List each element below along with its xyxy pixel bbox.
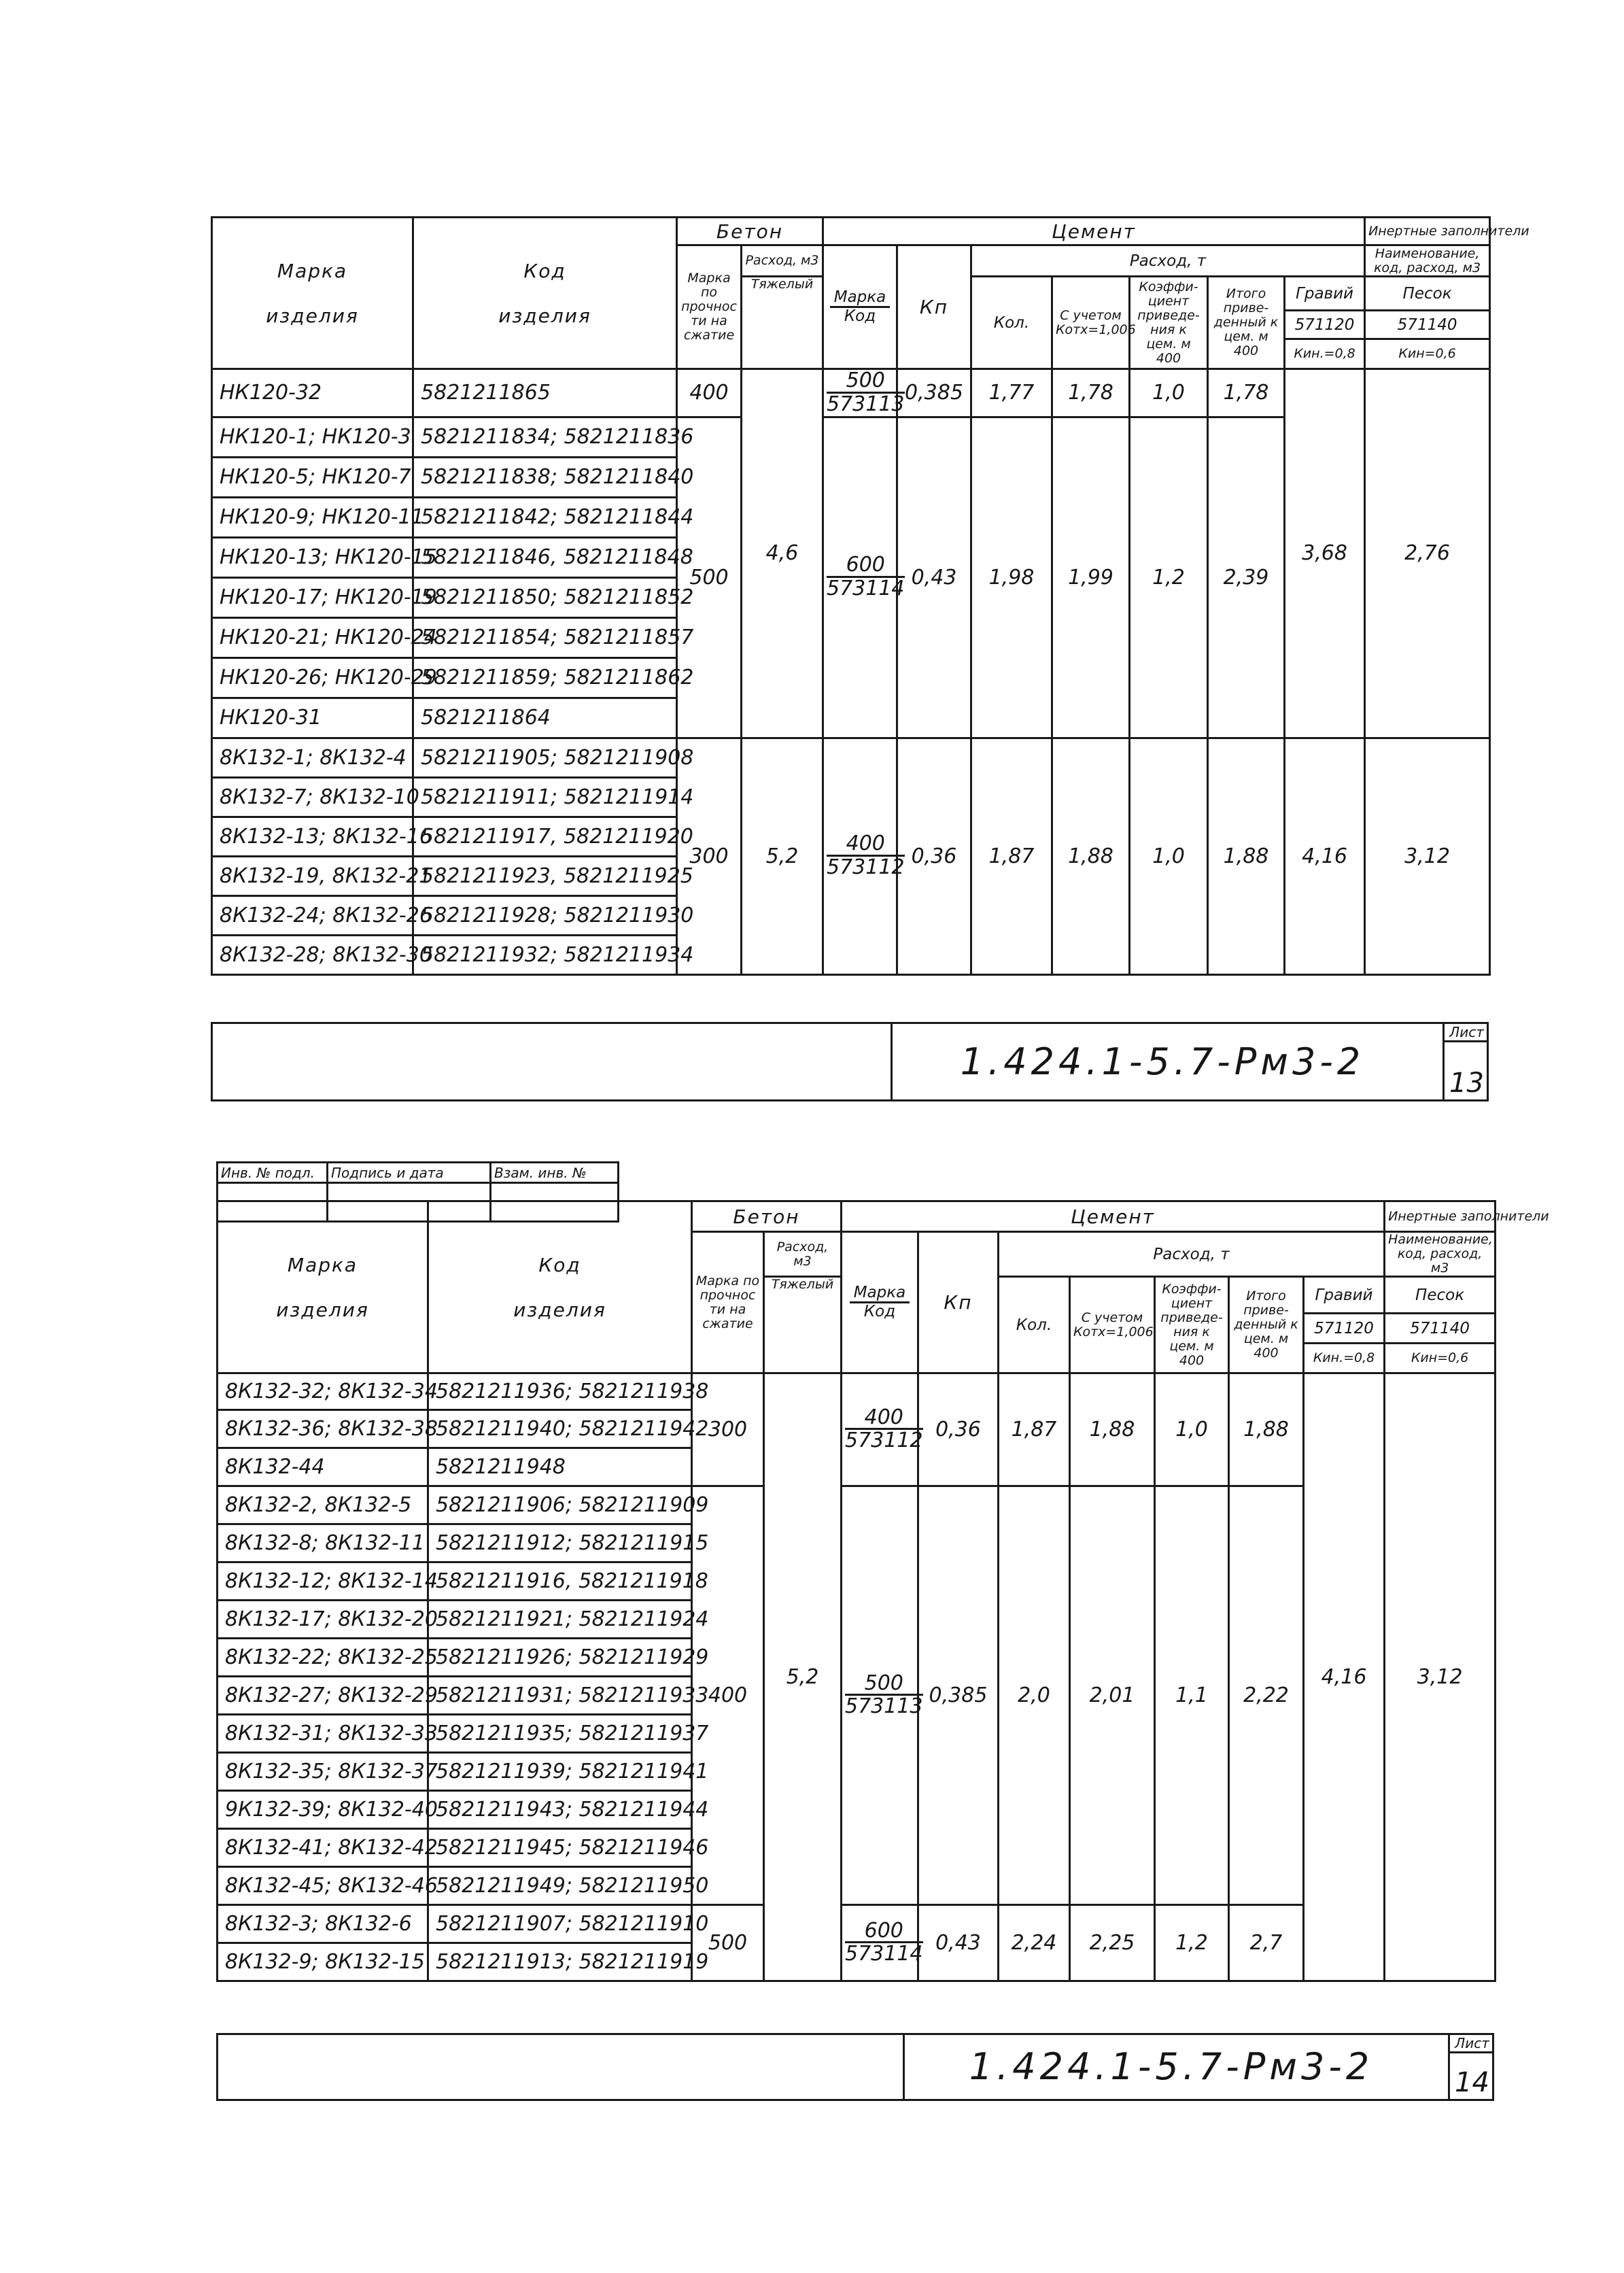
header-beton-tyazh: Тяжелый [742,277,823,369]
kol-value: 1,98 [971,417,1052,738]
kol-value: 1,87 [971,738,1052,974]
table-row-code: 5821211854; 5821211857 [413,617,677,657]
beton-rashod: 5,2 [742,738,823,974]
table-row-code: 5821211859; 5821211862 [413,657,677,698]
header-graviy: Гравий [1304,1277,1385,1314]
kp-value: 0,43 [897,417,971,738]
itogo-value: 2,7 [1229,1905,1304,1981]
table-row-code: 5821211948 [428,1448,692,1486]
header-s-uchetom: С учетом Котх=1,006 [1070,1277,1155,1373]
header-cement-kod: Код [863,1302,896,1320]
table-row-code: 5821211917, 5821211920 [413,817,677,856]
sheet-caption: Лист [1450,2035,1494,2053]
header-marka-text2: изделия [276,1298,369,1321]
header-koeff: Коэффи- циент приведе- ния к цем. м 400 [1130,277,1208,369]
cement-marka [842,1486,923,1905]
itogo-value: 2,22 [1229,1486,1304,1905]
stamp-vzam-label: Взам. инв. № [491,1163,619,1183]
table-row-code: 5821211838; 5821211840 [413,457,677,497]
s-uchetom-value: 1,88 [1052,738,1130,974]
header-pesok-code: 571140 [1385,1314,1496,1344]
cement-kod: 573112 [845,1429,923,1453]
cement-kod: 573113 [845,1694,923,1719]
header-k-pesok: Кин=0,6 [1365,339,1490,369]
koeff-value: 1,1 [1155,1486,1229,1905]
table-row-mark: 8К132-3; 8К132-6 [218,1905,428,1943]
header-cement: Цемент [823,218,1365,245]
table-row-mark: 8К132-17; 8К132-20 [218,1601,428,1639]
table-row-mark: 8К132-2, 8К132-5 [218,1486,428,1524]
header-beton-rashod: Расход, м3 [764,1232,842,1277]
beton-rashod: 4,6 [742,369,823,738]
table-row-code: 5821211923, 5821211925 [413,856,677,895]
table-row-mark: 8К132-9; 8К132-15 [218,1943,428,1981]
header-rashod-t: Расход, т [971,245,1365,277]
table-row-mark: НК120-17; НК120-19 [212,577,413,617]
table-row-code: 5821211842; 5821211844 [413,497,677,537]
cement-marka-num: 400 [845,1407,923,1431]
beton-marka: 400 [677,369,742,417]
sheet-number: 13 [1449,1067,1484,1099]
header-kol: Кол. [971,277,1052,369]
table-row-mark: 8К132-22; 8К132-25 [218,1639,428,1677]
header-cement-kod: Код [844,307,876,325]
header-marka [212,218,413,369]
cement-kod: 573113 [827,392,905,416]
sheet-number: 14 [1455,2067,1489,2098]
table-row-code: 5821211936; 5821211938 [428,1373,692,1410]
header-kp: Кп [897,245,971,369]
cement-marka [823,738,905,974]
s-uchetom-value: 2,01 [1070,1486,1155,1905]
table-row-code: 5821211834; 5821211836 [413,417,677,457]
header-marka-text: Марка [287,1253,358,1276]
kol-value: 1,87 [999,1373,1070,1486]
header-kod-text: Код [523,259,566,282]
beton-marka: 500 [677,417,742,738]
koeff-value: 1,2 [1130,417,1208,738]
header-kod [428,1201,692,1373]
header-kod-text: Код [538,1253,581,1276]
header-beton-marka: Марка по прочнос ти на сжатие [692,1232,764,1373]
kp-value: 0,385 [918,1486,999,1905]
doc-code: 1.424.1-5.7-Рм3-2 [960,1040,1365,1083]
itogo-value: 1,78 [1208,369,1285,417]
table-row-mark: 8К132-45; 8К132-46 [218,1867,428,1905]
table-row-code: 5821211911; 5821211914 [413,777,677,817]
table-row-mark: 8К132-36; 8К132-38 [218,1410,428,1448]
graviy-value: 3,68 [1285,369,1365,738]
sheet-14 [216,1200,1549,2101]
table-row-mark: 8К132-19, 8К132-21 [212,856,413,895]
s-uchetom-value: 1,99 [1052,417,1130,738]
header-marka-text: Марка [277,259,348,282]
table-row-mark: НК120-26; НК120-29 [212,657,413,698]
cement-marka [823,417,905,738]
header-marka-text2: изделия [266,304,359,327]
table-row-mark: НК120-9; НК120-11 [212,497,413,537]
header-cement-marka-num: Марка [830,289,891,307]
s-uchetom-value: 1,78 [1052,369,1130,417]
header-rashod-t: Расход, т [999,1232,1385,1277]
pesok-value: 3,12 [1365,738,1490,974]
s-uchetom-value: 1,88 [1070,1373,1155,1486]
header-graviy-code: 571120 [1304,1314,1385,1344]
table-row-mark: 9К132-39; 8К132-40 [218,1791,428,1829]
cement-marka-num: 500 [845,1673,923,1696]
table-row-code: 5821211912; 5821211915 [428,1524,692,1562]
beton-marka: 500 [692,1905,764,1981]
table-row-mark: 8К132-35; 8К132-37 [218,1753,428,1791]
table-row-mark: 8К132-8; 8К132-11 [218,1524,428,1562]
cement-marka-num: 600 [827,554,905,578]
kol-value: 2,0 [999,1486,1070,1905]
table-row-code: 5821211945; 5821211946 [428,1829,692,1867]
cement-marka-num: 400 [827,833,905,857]
header-kod-text2: изделия [498,304,591,327]
kp-value: 0,36 [918,1373,999,1486]
table-row-code: 5821211865 [413,369,677,417]
graviy-value: 4,16 [1285,738,1365,974]
pesok-value: 2,76 [1365,369,1490,738]
header-naim: Наименование, код, расход, м3 [1385,1232,1496,1277]
stamp-sign-label: Подпись и дата [328,1163,491,1183]
header-cement-marka [842,1232,918,1373]
table-row-mark: 8К132-13; 8К132-16 [212,817,413,856]
header-graviy-code: 571120 [1285,311,1365,339]
header-s-uchetom: С учетом Котх=1,006 [1052,277,1130,369]
header-inert: Инертные заполнители [1365,218,1490,245]
table-row-mark: НК120-5; НК120-7 [212,457,413,497]
header-k-pesok: Кин=0,6 [1385,1344,1496,1373]
table-row-mark: 8К132-24; 8К132-26 [212,895,413,935]
kp-value: 0,43 [918,1905,999,1981]
table-row-code: 5821211916, 5821211918 [428,1562,692,1601]
table-row-code: 5821211940; 5821211942 [428,1410,692,1448]
header-pesok-code: 571140 [1365,311,1490,339]
header-itogo: Итого приве- денный к цем. м 400 [1208,277,1285,369]
table-row-mark: 8К132-32; 8К132-34 [218,1373,428,1410]
cement-marka-num: 600 [845,1920,923,1944]
cement-kod: 573112 [827,855,905,879]
cement-kod: 573114 [827,576,905,600]
table-row-mark: 8К132-44 [218,1448,428,1486]
header-marka [218,1201,428,1373]
table-row-code: 5821211949; 5821211950 [428,1867,692,1905]
header-kp: Кп [918,1232,999,1373]
header-pesok: Песок [1365,277,1490,311]
sheet-number-box [1442,1024,1489,1101]
table-row-mark: 8К132-1; 8К132-4 [212,738,413,777]
itogo-value: 1,88 [1208,738,1285,974]
table-row-code: 5821211850; 5821211852 [413,577,677,617]
table-row-code: 5821211905; 5821211908 [413,738,677,777]
header-cement: Цемент [842,1201,1385,1232]
kol-value: 1,77 [971,369,1052,417]
beton-marka: 300 [692,1373,764,1486]
header-koeff: Коэффи- циент приведе- ния к цем. м 400 [1155,1277,1229,1373]
sheet-caption: Лист [1445,1024,1489,1042]
beton-rashod: 5,2 [764,1373,842,1981]
stamp-inv-label: Инв. № подл. [218,1163,328,1183]
cement-kod: 573114 [845,1942,923,1966]
table-row-code: 5821211907; 5821211910 [428,1905,692,1943]
beton-marka: 400 [692,1486,764,1905]
header-beton: Бетон [692,1201,842,1232]
header-beton-rashod: Расход, м3 [742,245,823,277]
kp-value: 0,385 [897,369,971,417]
header-cement-marka-num: Марка [850,1284,910,1303]
header-itogo: Итого приве- денный к цем. м 400 [1229,1277,1304,1373]
koeff-value: 1,0 [1130,369,1208,417]
header-k-graviy: Кин.=0,8 [1304,1344,1385,1373]
cement-table-sheet13 [211,216,1530,976]
header-beton-tyazh: Тяжелый [764,1277,842,1373]
header-beton-marka: Марка по прочнос ти на сжатие [677,245,742,369]
s-uchetom-value: 2,25 [1070,1905,1155,1981]
table-row-mark: 8К132-31; 8К132-33 [218,1715,428,1753]
table-row-mark: 8К132-7; 8К132-10 [212,777,413,817]
koeff-value: 1,0 [1155,1373,1229,1486]
table-row-code: 5821211921; 5821211924 [428,1601,692,1639]
cement-marka [823,369,905,417]
table-row-mark: НК120-21; НК120-24 [212,617,413,657]
table-row-mark: НК120-31 [212,698,413,738]
cement-table-sheet14 [216,1200,1549,1982]
table-row-code: 5821211864 [413,698,677,738]
table-row-code: 5821211931; 5821211933 [428,1677,692,1715]
table-row-code: 5821211943; 5821211944 [428,1791,692,1829]
beton-marka: 300 [677,738,742,974]
itogo-value: 1,88 [1229,1373,1304,1486]
header-k-graviy: Кин.=0,8 [1285,339,1365,369]
kol-value: 2,24 [999,1905,1070,1981]
table-row-code: 5821211939; 5821211941 [428,1753,692,1791]
table-row-mark: НК120-13; НК120-15 [212,537,413,577]
header-inert: Инертные заполнители [1385,1201,1496,1232]
cement-marka [842,1905,923,1981]
header-cement-marka [823,245,897,369]
doc-code: 1.424.1-5.7-Рм3-2 [969,2045,1374,2088]
table-row-code: 5821211913; 5821211919 [428,1943,692,1981]
sheet-13 [211,216,1530,1101]
table-row-code: 5821211926; 5821211929 [428,1639,692,1677]
header-kod [413,218,677,369]
table-row-mark: 8К132-28; 8К132-30 [212,935,413,974]
table-row-code: 5821211932; 5821211934 [413,935,677,974]
header-beton: Бетон [677,218,823,245]
header-kol: Кол. [999,1277,1070,1373]
table-row-mark: 8К132-27; 8К132-29 [218,1677,428,1715]
table-row-mark: 8К132-12; 8К132-14 [218,1562,428,1601]
cement-marka [842,1373,923,1486]
koeff-value: 1,2 [1155,1905,1229,1981]
header-graviy: Гравий [1285,277,1365,311]
kp-value: 0,36 [897,738,971,974]
header-kod-text2: изделия [513,1298,606,1321]
table-row-mark: НК120-1; НК120-3 [212,417,413,457]
header-pesok: Песок [1385,1277,1496,1314]
table-row-code: 5821211906; 5821211909 [428,1486,692,1524]
table-row-mark: 8К132-41; 8К132-42 [218,1829,428,1867]
table-row-code: 5821211928; 5821211930 [413,895,677,935]
koeff-value: 1,0 [1130,738,1208,974]
sheet-number-box [1448,2035,1494,2101]
table-row-code: 5821211935; 5821211937 [428,1715,692,1753]
cement-marka-num: 500 [827,370,905,394]
graviy-value: 4,16 [1304,1373,1385,1981]
header-naim: Наименование, код, расход, м3 [1365,245,1490,277]
table-row-code: 5821211846, 5821211848 [413,537,677,577]
itogo-value: 2,39 [1208,417,1285,738]
table-row-mark: НК120-32 [212,369,413,417]
pesok-value: 3,12 [1385,1373,1496,1981]
